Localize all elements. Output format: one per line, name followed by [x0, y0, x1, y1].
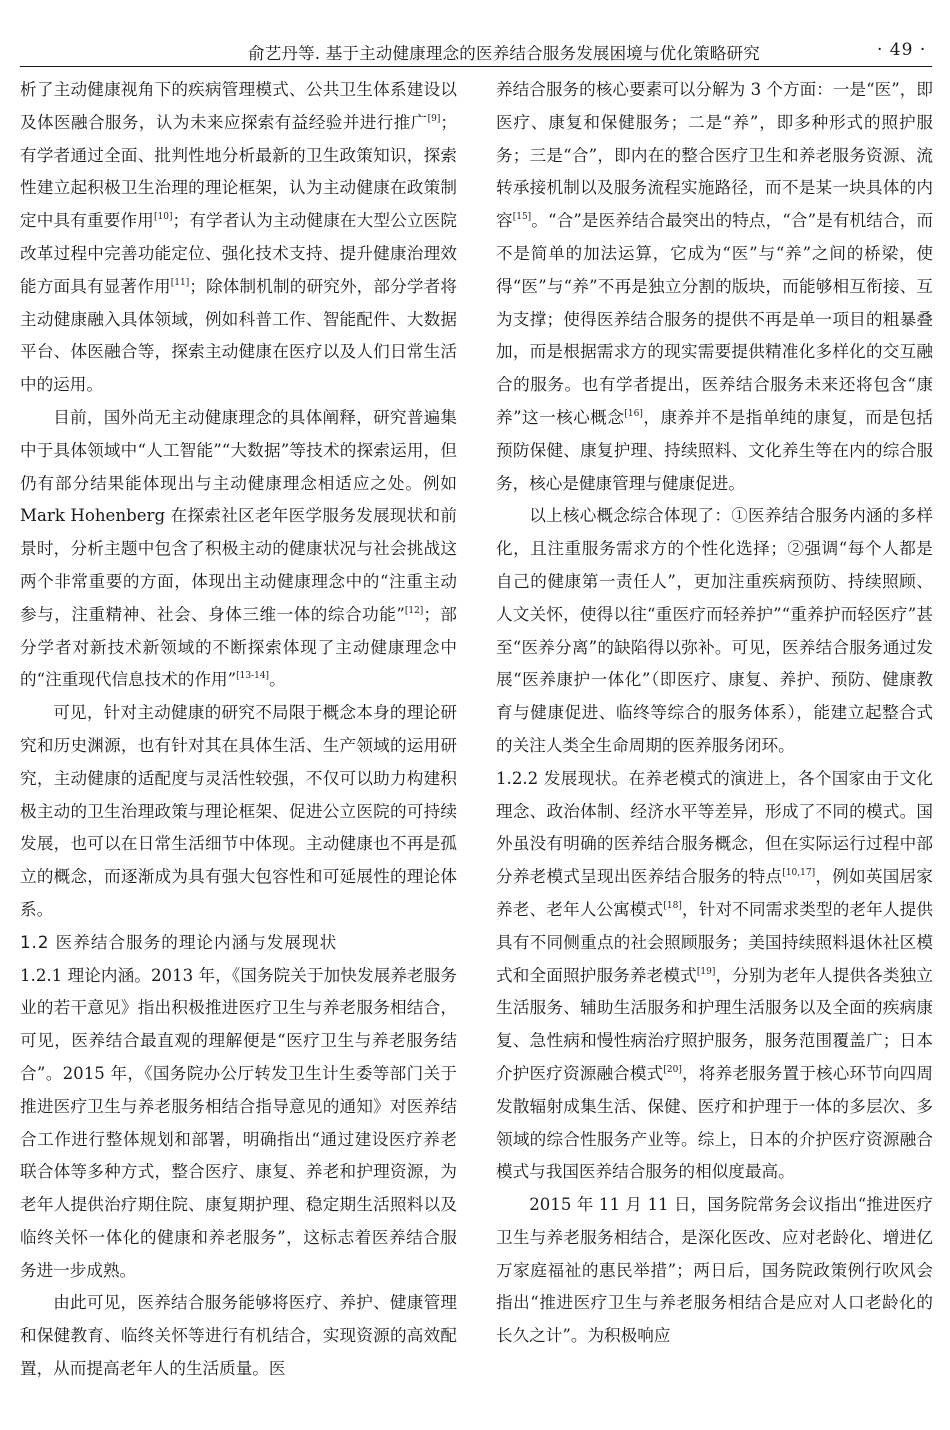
citation-ref: [10]	[153, 212, 173, 223]
text-run: 由此可见，医养结合服务能够将医疗、养护、健康管理和保健教育、临终关怀等进行有机结合，实现资源的高效配置，从而提高老年人的生活质量。医	[20, 1293, 457, 1379]
text-run: ；部分学者对新技术新领域的不断探索体现了主动健康理念中的“注重现代信息技术的作用”	[20, 604, 458, 690]
section-heading	[20, 927, 457, 960]
text-run: 以上核心概念综合体现了：①医养结合服务内涵的多样化，且注重服务需求方的个性化选择；②强调“每个人都是自己的健康第一责任人”，更加注重疾病预防、持续照顾、人文关怀，使得以往“重医疗而轻养护”“重养护而轻医疗”甚至“医养分离”的缺陷得以弥补。可见，医养结合服务通过发展“医养康护一体化”（即医疗、康复、养护、预防、健康教育与健康促进、临终等综合的服务体系），能建立起整合式的关注人类全生命周期的医养服务闭环。	[496, 506, 933, 755]
paragraph	[496, 1189, 933, 1353]
running-title: 俞艺丹等. 基于主动健康理念的医养结合服务发展困境与优化策略研究	[248, 44, 760, 63]
citation-ref: [11]	[170, 277, 190, 288]
citation-ref: [15]	[512, 212, 532, 223]
text-run: ，将养老服务置于核心环节向四周发散辐射成集生活、保健、医疗和护理于一体的多层次、多领域的综合性服务产业等。综上，日本的介护医疗资源融合模式与我国医养结合服务的相似度最高。	[496, 1063, 933, 1182]
text-run: ，分别为老年人提供各类独立生活服务、辅助生活服务和护理生活服务以及全面的疾病康复、急性病和慢性病治疗照护服务，服务范围覆盖广；日本介护医疗资源融合模式	[496, 965, 934, 1083]
paragraph	[496, 500, 933, 762]
citation-ref: [18]	[663, 900, 682, 911]
citation-ref: [13-14]	[236, 671, 270, 682]
paragraph	[20, 1287, 457, 1385]
paragraph	[20, 697, 457, 927]
text-run: ；有学者认为主动健康在大型公立医院改革过程中完善功能定位、强化技术支持、提升健康治理效能方面具有显著作用	[20, 211, 458, 296]
text-run: ；除体制机制的研究外，部分学者将主动健康融入具体领域，例如科普工作、智能配件、大数据平台、体医融合等，探索主动健康在医疗以及人们日常生活中的运用。	[20, 276, 458, 395]
text-run: ，例如英国居家养老、老年人公寓模式	[496, 867, 934, 919]
page-number: · 49 ·	[877, 40, 927, 60]
text-run: 析了主动健康视角下的疾病管理模式、公共卫生体系建设以及体医融合服务，认为未来应探索有益经验并进行推广	[20, 80, 457, 132]
text-run: 可见，针对主动健康的研究不局限于概念本身的理论研究和历史渊源，也有针对其在具体生活、生产领域的运用研究，主动健康的适配度与灵活性较强，不仅可以助力构建积极主动的卫生治理政策与理论框架、促进公立医院的可持续发展，也可以在日常生活细节中体现。主动健康也不再是孤立的概念，而逐渐成为具有强大包容性和可延展性的理论体系。	[20, 703, 457, 919]
citation-ref: [12]	[404, 605, 424, 616]
paragraph	[496, 763, 933, 1189]
paragraph	[496, 74, 933, 500]
text-run: 。	[269, 670, 286, 690]
paragraph	[20, 960, 457, 1288]
text-run: ，针对不同需求类型的老年人提供具有不同侧重点的社会照顾服务；美国持续照料退休社区模式和全面照护服务养老模式	[496, 899, 933, 985]
text-run: 1.2.2 发展现状。在养老模式的演进上，各个国家由于文化理念、政治体制、经济水平等差异，形成了不同的模式。国外虽没有明确的医养结合服务概念，但在实际运行过程中部分养老模式呈现出医养结合服务的特点	[496, 768, 933, 887]
citation-ref: [20]	[663, 1064, 682, 1075]
header-rule	[20, 66, 932, 67]
text-run: ；有学者通过全面、批判性地分析最新的卫生政策知识，探索性建立起积极卫生治理的理论框架，认为主动健康在政策制定中具有重要作用	[20, 112, 457, 231]
text-run: 2015 年 11 月 11 日，国务院常务会议指出“推进医疗卫生与养老服务相结合，是深化医改、应对老龄化、增进亿万家庭福祉的惠民举措”；两日后，国务院政策例行吹风会指出“推进医疗卫生与养老服务相结合是应对人口老龄化的长久之计”。为积极响应	[496, 1195, 933, 1346]
text-run: 。“合”是医养结合最突出的特点，“合”是有机结合，而不是简单的加法运算，它成为“医”与“养”之间的桥梁，使得“医”与“养”不再是独立分割的版块，而能够相互衔接、互为支撑；使得医养结合服务的提供不再是单一项目的粗暴叠加，而是根据需求方的现实需要提供精准化多样化的交互融合的服务。也有学者提出，医养结合服务未来还将包含“康养”这一核心概念	[496, 211, 933, 427]
text-run: 目前，国外尚无主动健康理念的具体阐释，研究普遍集中于具体领域中“人工智能”“大数据”等技术的探索运用，但仍有部分结果能体现出与主动健康理念相适应之处。例如 Mark Hohenberg 在探索社区老年医学服务发展现状和前景时，分析主题中包含了积极主动的健康状况与社会挑战这两个非常重要的方面，体现出主动健康理念中的“注重主动参与，注重精神、社会、身体三维一体的综合功能”	[20, 407, 457, 624]
left-column	[20, 74, 457, 1386]
citation-ref: [19]	[696, 966, 716, 977]
running-header	[0, 0, 950, 70]
text-run: 养结合服务的核心要素可以分解为 3 个方面：一是“医”，即医疗、康复和保健服务；二是“养”，即多种形式的照护服务；三是“合”，即内在的整合医疗卫生和养老服务资源、流转承接机制以及服务流程实施路径，而不是某一块具体的内容	[496, 80, 933, 231]
text-run: 1.2.1 理论内涵。2013 年，《国务院关于加快发展养老服务业的若干意见》指出积极推进医疗卫生与养老服务相结合，可见，医养结合最直观的理解便是“医疗卫生与养老服务结合”。2015 年，《国务院办公厅转发卫生计生委等部门关于推进医疗卫生与养老服务相结合指导意见的通知》对医养结合工作进行整体规划和部署，明确指出“通过建设医疗养老联合体等多种方式，整合医疗、康复、养老和护理资源，为老年人提供治疗期住院、康复期护理、稳定期生活照料以及临终关怀一体化的健康和养老服务”，这标志着医养结合服务进一步成熟。	[20, 965, 457, 1280]
paragraph	[20, 74, 457, 402]
paragraph	[20, 402, 457, 697]
right-column	[496, 74, 933, 1353]
text-run: ，康养并不是指单纯的康复，而是包括预防保健、康复护理、持续照料、文化养生等在内的综合服务，核心是健康管理与健康促进。	[496, 407, 934, 493]
citation-ref: [9]	[427, 113, 441, 124]
citation-ref: [10,17]	[782, 868, 816, 879]
text-run: 1.2 医养结合服务的理论内涵与发展现状	[20, 932, 338, 952]
citation-ref: [16]	[624, 408, 643, 419]
